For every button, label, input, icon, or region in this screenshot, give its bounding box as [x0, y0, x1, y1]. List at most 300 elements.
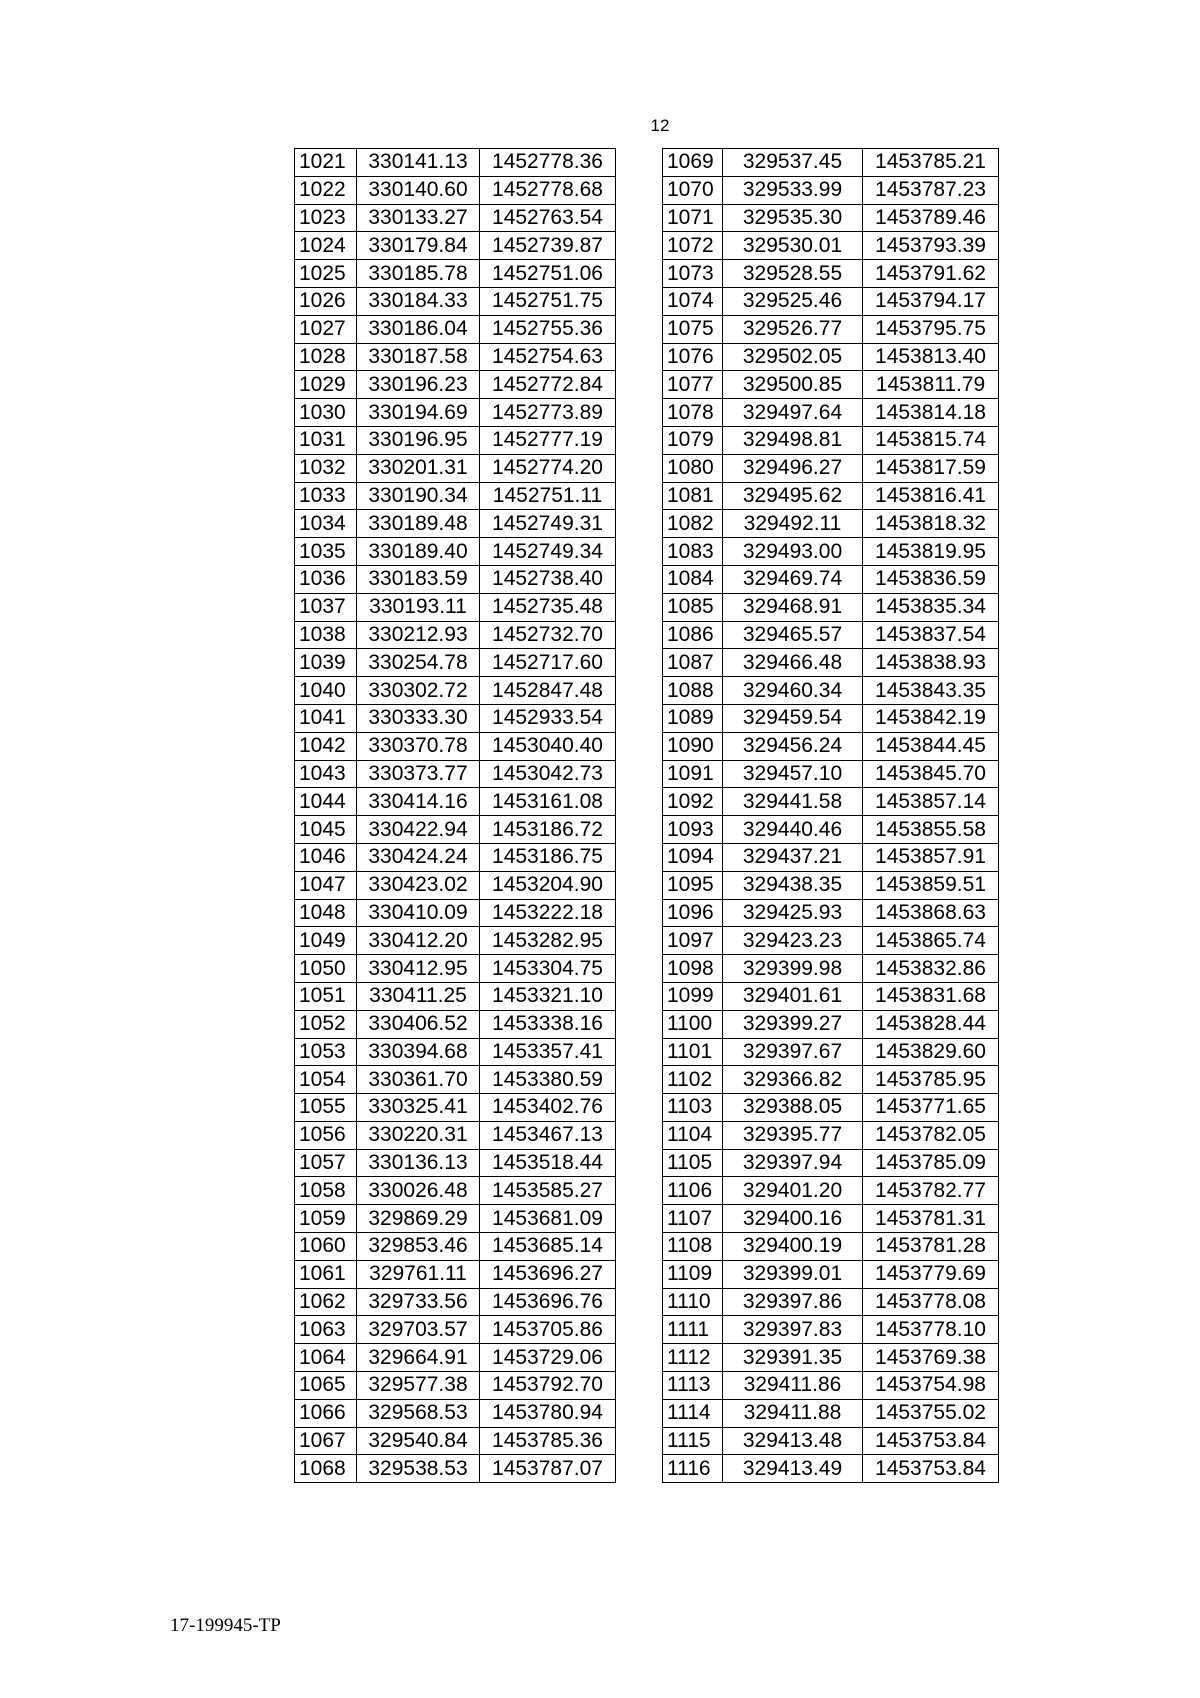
x-coordinate-cell: 329441.58 — [723, 788, 863, 816]
y-coordinate-cell: 1452751.06 — [480, 260, 616, 288]
point-id-cell: 1111 — [663, 1316, 723, 1344]
y-coordinate-cell: 1452773.89 — [480, 399, 616, 427]
table-row — [295, 343, 616, 371]
x-coordinate-cell: 329528.55 — [723, 260, 863, 288]
y-coordinate-cell: 1452778.68 — [480, 176, 616, 204]
table-row — [295, 1316, 616, 1344]
table-row — [663, 871, 999, 899]
x-coordinate-cell: 329502.05 — [723, 343, 863, 371]
table-row — [663, 1316, 999, 1344]
y-coordinate-cell: 1453304.75 — [480, 955, 616, 983]
x-coordinate-cell: 330185.78 — [357, 260, 480, 288]
x-coordinate-cell: 329440.46 — [723, 816, 863, 844]
y-coordinate-cell: 1453857.91 — [863, 843, 999, 871]
y-coordinate-cell: 1452717.60 — [480, 649, 616, 677]
point-id-cell: 1070 — [663, 176, 723, 204]
point-id-cell: 1098 — [663, 955, 723, 983]
x-coordinate-cell: 329456.24 — [723, 732, 863, 760]
point-id-cell: 1082 — [663, 510, 723, 538]
x-coordinate-cell: 329466.48 — [723, 649, 863, 677]
x-coordinate-cell: 329733.56 — [357, 1288, 480, 1316]
table-row — [663, 343, 999, 371]
point-id-cell: 1061 — [295, 1260, 357, 1288]
y-coordinate-cell: 1453771.65 — [863, 1094, 999, 1122]
y-coordinate-cell: 1453815.74 — [863, 426, 999, 454]
table-row — [295, 399, 616, 427]
x-coordinate-cell: 329399.01 — [723, 1260, 863, 1288]
point-id-cell: 1025 — [295, 260, 357, 288]
point-id-cell: 1079 — [663, 426, 723, 454]
point-id-cell: 1057 — [295, 1149, 357, 1177]
table-row — [663, 482, 999, 510]
y-coordinate-cell: 1453842.19 — [863, 704, 999, 732]
point-id-cell: 1053 — [295, 1038, 357, 1066]
x-coordinate-cell: 329459.54 — [723, 704, 863, 732]
y-coordinate-cell: 1453753.84 — [863, 1427, 999, 1455]
point-id-cell: 1033 — [295, 482, 357, 510]
x-coordinate-cell: 330370.78 — [357, 732, 480, 760]
point-id-cell: 1054 — [295, 1066, 357, 1094]
point-id-cell: 1058 — [295, 1177, 357, 1205]
x-coordinate-cell: 329457.10 — [723, 760, 863, 788]
x-coordinate-cell: 330189.48 — [357, 510, 480, 538]
x-coordinate-cell: 329391.35 — [723, 1344, 863, 1372]
table-row — [663, 593, 999, 621]
y-coordinate-cell: 1453729.06 — [480, 1344, 616, 1372]
x-coordinate-cell: 329526.77 — [723, 315, 863, 343]
x-coordinate-cell: 330373.77 — [357, 760, 480, 788]
page-number: 12 — [650, 116, 670, 135]
table-row — [663, 371, 999, 399]
y-coordinate-cell: 1453778.08 — [863, 1288, 999, 1316]
point-id-cell: 1066 — [295, 1399, 357, 1427]
point-id-cell: 1055 — [295, 1094, 357, 1122]
y-coordinate-cell: 1453814.18 — [863, 399, 999, 427]
point-id-cell: 1078 — [663, 399, 723, 427]
point-id-cell: 1022 — [295, 176, 357, 204]
table-row — [295, 565, 616, 593]
x-coordinate-cell: 330422.94 — [357, 816, 480, 844]
table-row — [295, 482, 616, 510]
point-id-cell: 1060 — [295, 1233, 357, 1261]
y-coordinate-cell: 1453518.44 — [480, 1149, 616, 1177]
y-coordinate-cell: 1452751.75 — [480, 287, 616, 315]
y-coordinate-cell: 1453865.74 — [863, 927, 999, 955]
table-row — [663, 1038, 999, 1066]
y-coordinate-cell: 1453818.32 — [863, 510, 999, 538]
y-coordinate-cell: 1453868.63 — [863, 899, 999, 927]
x-coordinate-cell: 329401.61 — [723, 982, 863, 1010]
x-coordinate-cell: 329703.57 — [357, 1316, 480, 1344]
y-coordinate-cell: 1452763.54 — [480, 204, 616, 232]
y-coordinate-cell: 1453789.46 — [863, 204, 999, 232]
x-coordinate-cell: 329411.88 — [723, 1399, 863, 1427]
x-coordinate-cell: 329397.94 — [723, 1149, 863, 1177]
y-coordinate-cell: 1453681.09 — [480, 1205, 616, 1233]
x-coordinate-cell: 329664.91 — [357, 1344, 480, 1372]
table-row — [663, 1205, 999, 1233]
y-coordinate-cell: 1453792.70 — [480, 1372, 616, 1400]
point-id-cell: 1037 — [295, 593, 357, 621]
table-row — [295, 1455, 616, 1483]
table-row — [295, 1010, 616, 1038]
point-id-cell: 1083 — [663, 538, 723, 566]
x-coordinate-cell: 329425.93 — [723, 899, 863, 927]
point-id-cell: 1105 — [663, 1149, 723, 1177]
point-id-cell: 1099 — [663, 982, 723, 1010]
x-coordinate-cell: 330406.52 — [357, 1010, 480, 1038]
y-coordinate-cell: 1453357.41 — [480, 1038, 616, 1066]
table-row — [295, 871, 616, 899]
table-row — [295, 287, 616, 315]
table-row — [295, 510, 616, 538]
y-coordinate-cell: 1453222.18 — [480, 899, 616, 927]
x-coordinate-cell: 330136.13 — [357, 1149, 480, 1177]
table-row — [663, 565, 999, 593]
y-coordinate-cell: 1453845.70 — [863, 760, 999, 788]
y-coordinate-cell: 1452774.20 — [480, 454, 616, 482]
table-row — [295, 371, 616, 399]
x-coordinate-cell: 329397.86 — [723, 1288, 863, 1316]
point-id-cell: 1080 — [663, 454, 723, 482]
x-coordinate-cell: 330411.25 — [357, 982, 480, 1010]
table-row — [295, 1288, 616, 1316]
table-row — [295, 816, 616, 844]
y-coordinate-cell: 1452749.34 — [480, 538, 616, 566]
point-id-cell: 1067 — [295, 1427, 357, 1455]
y-coordinate-cell: 1453785.95 — [863, 1066, 999, 1094]
point-id-cell: 1084 — [663, 565, 723, 593]
point-id-cell: 1100 — [663, 1010, 723, 1038]
table-row — [295, 1205, 616, 1233]
point-id-cell: 1116 — [663, 1455, 723, 1483]
x-coordinate-cell: 330302.72 — [357, 677, 480, 705]
y-coordinate-cell: 1453755.02 — [863, 1399, 999, 1427]
point-id-cell: 1088 — [663, 677, 723, 705]
x-coordinate-cell: 330194.69 — [357, 399, 480, 427]
point-id-cell: 1107 — [663, 1205, 723, 1233]
x-coordinate-cell: 329388.05 — [723, 1094, 863, 1122]
y-coordinate-cell: 1452754.63 — [480, 343, 616, 371]
point-id-cell: 1110 — [663, 1288, 723, 1316]
y-coordinate-cell: 1453785.21 — [863, 149, 999, 177]
point-id-cell: 1040 — [295, 677, 357, 705]
x-coordinate-cell: 329395.77 — [723, 1121, 863, 1149]
point-id-cell: 1063 — [295, 1316, 357, 1344]
x-coordinate-cell: 330193.11 — [357, 593, 480, 621]
point-id-cell: 1029 — [295, 371, 357, 399]
table-row — [663, 1455, 999, 1483]
point-id-cell: 1074 — [663, 287, 723, 315]
point-id-cell: 1036 — [295, 565, 357, 593]
table-row — [295, 677, 616, 705]
point-id-cell: 1089 — [663, 704, 723, 732]
y-coordinate-cell: 1452749.31 — [480, 510, 616, 538]
y-coordinate-cell: 1452751.11 — [480, 482, 616, 510]
point-id-cell: 1045 — [295, 816, 357, 844]
table-row — [295, 899, 616, 927]
table-row — [663, 454, 999, 482]
y-coordinate-cell: 1453186.72 — [480, 816, 616, 844]
table-row — [295, 955, 616, 983]
table-row — [663, 955, 999, 983]
point-id-cell: 1115 — [663, 1427, 723, 1455]
point-id-cell: 1043 — [295, 760, 357, 788]
y-coordinate-cell: 1453186.75 — [480, 843, 616, 871]
y-coordinate-cell: 1453338.16 — [480, 1010, 616, 1038]
y-coordinate-cell: 1453781.31 — [863, 1205, 999, 1233]
table-row — [663, 677, 999, 705]
x-coordinate-cell: 329413.48 — [723, 1427, 863, 1455]
y-coordinate-cell: 1453781.28 — [863, 1233, 999, 1261]
x-coordinate-cell: 329399.98 — [723, 955, 863, 983]
y-coordinate-cell: 1453696.27 — [480, 1260, 616, 1288]
x-coordinate-cell: 329497.64 — [723, 399, 863, 427]
point-id-cell: 1087 — [663, 649, 723, 677]
point-id-cell: 1041 — [295, 704, 357, 732]
table-row — [663, 315, 999, 343]
y-coordinate-cell: 1453585.27 — [480, 1177, 616, 1205]
point-id-cell: 1034 — [295, 510, 357, 538]
x-coordinate-cell: 329469.74 — [723, 565, 863, 593]
x-coordinate-cell: 330201.31 — [357, 454, 480, 482]
x-coordinate-cell: 329568.53 — [357, 1399, 480, 1427]
table-row — [663, 287, 999, 315]
x-coordinate-cell: 330254.78 — [357, 649, 480, 677]
point-id-cell: 1092 — [663, 788, 723, 816]
table-row — [295, 1149, 616, 1177]
x-coordinate-cell: 329496.27 — [723, 454, 863, 482]
x-coordinate-cell: 330412.95 — [357, 955, 480, 983]
y-coordinate-cell: 1453685.14 — [480, 1233, 616, 1261]
y-coordinate-cell: 1453754.98 — [863, 1372, 999, 1400]
x-coordinate-cell: 330333.30 — [357, 704, 480, 732]
y-coordinate-cell: 1452732.70 — [480, 621, 616, 649]
x-coordinate-cell: 329401.20 — [723, 1177, 863, 1205]
x-coordinate-cell: 330412.20 — [357, 927, 480, 955]
x-coordinate-cell: 330423.02 — [357, 871, 480, 899]
y-coordinate-cell: 1453705.86 — [480, 1316, 616, 1344]
point-id-cell: 1023 — [295, 204, 357, 232]
x-coordinate-cell: 329500.85 — [723, 371, 863, 399]
table-row — [663, 760, 999, 788]
point-id-cell: 1086 — [663, 621, 723, 649]
table-row — [295, 982, 616, 1010]
point-id-cell: 1051 — [295, 982, 357, 1010]
x-coordinate-cell: 329437.21 — [723, 843, 863, 871]
y-coordinate-cell: 1453402.76 — [480, 1094, 616, 1122]
point-id-cell: 1069 — [663, 149, 723, 177]
y-coordinate-cell: 1453785.09 — [863, 1149, 999, 1177]
point-id-cell: 1091 — [663, 760, 723, 788]
table-row — [295, 315, 616, 343]
x-coordinate-cell: 329411.86 — [723, 1372, 863, 1400]
y-coordinate-cell: 1453832.86 — [863, 955, 999, 983]
x-coordinate-cell: 330186.04 — [357, 315, 480, 343]
x-coordinate-cell: 329535.30 — [723, 204, 863, 232]
table-row — [663, 538, 999, 566]
point-id-cell: 1030 — [295, 399, 357, 427]
table-row — [295, 704, 616, 732]
x-coordinate-cell: 329525.46 — [723, 287, 863, 315]
y-coordinate-cell: 1453837.54 — [863, 621, 999, 649]
y-coordinate-cell: 1453817.59 — [863, 454, 999, 482]
document-reference-code: 17-199945-TP — [170, 1615, 281, 1636]
point-id-cell: 1097 — [663, 927, 723, 955]
y-coordinate-cell: 1453829.60 — [863, 1038, 999, 1066]
y-coordinate-cell: 1453791.62 — [863, 260, 999, 288]
x-coordinate-cell: 329399.27 — [723, 1010, 863, 1038]
table-row — [295, 927, 616, 955]
x-coordinate-cell: 330133.27 — [357, 204, 480, 232]
y-coordinate-cell: 1453795.75 — [863, 315, 999, 343]
y-coordinate-cell: 1452778.36 — [480, 149, 616, 177]
point-id-cell: 1071 — [663, 204, 723, 232]
point-id-cell: 1046 — [295, 843, 357, 871]
point-id-cell: 1085 — [663, 593, 723, 621]
x-coordinate-cell: 330361.70 — [357, 1066, 480, 1094]
x-coordinate-cell: 329423.23 — [723, 927, 863, 955]
y-coordinate-cell: 1453785.36 — [480, 1427, 616, 1455]
x-coordinate-cell: 329413.49 — [723, 1455, 863, 1483]
table-row — [295, 843, 616, 871]
table-row — [663, 1010, 999, 1038]
table-row — [663, 1177, 999, 1205]
table-row — [663, 1260, 999, 1288]
x-coordinate-cell: 330394.68 — [357, 1038, 480, 1066]
point-id-cell: 1059 — [295, 1205, 357, 1233]
point-id-cell: 1049 — [295, 927, 357, 955]
point-id-cell: 1114 — [663, 1399, 723, 1427]
point-id-cell: 1021 — [295, 149, 357, 177]
point-id-cell: 1094 — [663, 843, 723, 871]
x-coordinate-cell: 330183.59 — [357, 565, 480, 593]
table-row — [295, 1260, 616, 1288]
table-row — [663, 399, 999, 427]
point-id-cell: 1027 — [295, 315, 357, 343]
point-id-cell: 1073 — [663, 260, 723, 288]
table-row — [663, 260, 999, 288]
table-row — [295, 260, 616, 288]
table-row — [663, 732, 999, 760]
x-coordinate-cell: 330140.60 — [357, 176, 480, 204]
x-coordinate-cell: 330325.41 — [357, 1094, 480, 1122]
x-coordinate-cell: 330196.95 — [357, 426, 480, 454]
x-coordinate-cell: 329537.45 — [723, 149, 863, 177]
point-id-cell: 1065 — [295, 1372, 357, 1400]
table-row — [663, 204, 999, 232]
table-row — [663, 899, 999, 927]
point-id-cell: 1102 — [663, 1066, 723, 1094]
y-coordinate-cell: 1453787.07 — [480, 1455, 616, 1483]
point-id-cell: 1103 — [663, 1094, 723, 1122]
point-id-cell: 1093 — [663, 816, 723, 844]
x-coordinate-cell: 330410.09 — [357, 899, 480, 927]
x-coordinate-cell: 330184.33 — [357, 287, 480, 315]
table-row — [663, 1121, 999, 1149]
x-coordinate-cell: 329400.16 — [723, 1205, 863, 1233]
y-coordinate-cell: 1453696.76 — [480, 1288, 616, 1316]
x-coordinate-cell: 329853.46 — [357, 1233, 480, 1261]
x-coordinate-cell: 329493.00 — [723, 538, 863, 566]
point-id-cell: 1035 — [295, 538, 357, 566]
table-row — [663, 704, 999, 732]
y-coordinate-cell: 1453844.45 — [863, 732, 999, 760]
y-coordinate-cell: 1453782.05 — [863, 1121, 999, 1149]
y-coordinate-cell: 1453769.38 — [863, 1344, 999, 1372]
x-coordinate-cell: 330424.24 — [357, 843, 480, 871]
point-id-cell: 1026 — [295, 287, 357, 315]
x-coordinate-cell: 329538.53 — [357, 1455, 480, 1483]
table-row — [295, 1427, 616, 1455]
coordinates-table-right — [662, 148, 999, 1483]
x-coordinate-cell: 329761.11 — [357, 1260, 480, 1288]
point-id-cell: 1090 — [663, 732, 723, 760]
table-row — [663, 649, 999, 677]
point-id-cell: 1112 — [663, 1344, 723, 1372]
x-coordinate-cell: 329498.81 — [723, 426, 863, 454]
y-coordinate-cell: 1453778.10 — [863, 1316, 999, 1344]
point-id-cell: 1064 — [295, 1344, 357, 1372]
table-row — [663, 1149, 999, 1177]
point-id-cell: 1052 — [295, 1010, 357, 1038]
y-coordinate-cell: 1453161.08 — [480, 788, 616, 816]
point-id-cell: 1101 — [663, 1038, 723, 1066]
point-id-cell: 1047 — [295, 871, 357, 899]
point-id-cell: 1077 — [663, 371, 723, 399]
y-coordinate-cell: 1453321.10 — [480, 982, 616, 1010]
x-coordinate-cell: 329465.57 — [723, 621, 863, 649]
y-coordinate-cell: 1453828.44 — [863, 1010, 999, 1038]
point-id-cell: 1038 — [295, 621, 357, 649]
point-id-cell: 1104 — [663, 1121, 723, 1149]
point-id-cell: 1062 — [295, 1288, 357, 1316]
y-coordinate-cell: 1453836.59 — [863, 565, 999, 593]
table-row — [295, 1233, 616, 1261]
x-coordinate-cell: 329438.35 — [723, 871, 863, 899]
table-row — [295, 732, 616, 760]
point-id-cell: 1044 — [295, 788, 357, 816]
point-id-cell: 1028 — [295, 343, 357, 371]
y-coordinate-cell: 1453855.58 — [863, 816, 999, 844]
point-id-cell: 1072 — [663, 232, 723, 260]
point-id-cell: 1048 — [295, 899, 357, 927]
y-coordinate-cell: 1453859.51 — [863, 871, 999, 899]
table-row — [663, 176, 999, 204]
table-row — [663, 982, 999, 1010]
y-coordinate-cell: 1453204.90 — [480, 871, 616, 899]
table-row — [663, 1344, 999, 1372]
y-coordinate-cell: 1453857.14 — [863, 788, 999, 816]
table-row — [663, 621, 999, 649]
point-id-cell: 1042 — [295, 732, 357, 760]
table-row — [663, 927, 999, 955]
table-row — [295, 1094, 616, 1122]
table-row — [295, 788, 616, 816]
table-row — [663, 1372, 999, 1400]
point-id-cell: 1039 — [295, 649, 357, 677]
point-id-cell: 1068 — [295, 1455, 357, 1483]
table-row — [295, 204, 616, 232]
y-coordinate-cell: 1452933.54 — [480, 704, 616, 732]
table-row — [295, 621, 616, 649]
x-coordinate-cell: 329397.83 — [723, 1316, 863, 1344]
table-row — [663, 1066, 999, 1094]
table-row — [663, 1399, 999, 1427]
table-row — [663, 1233, 999, 1261]
point-id-cell: 1031 — [295, 426, 357, 454]
x-coordinate-cell: 329366.82 — [723, 1066, 863, 1094]
